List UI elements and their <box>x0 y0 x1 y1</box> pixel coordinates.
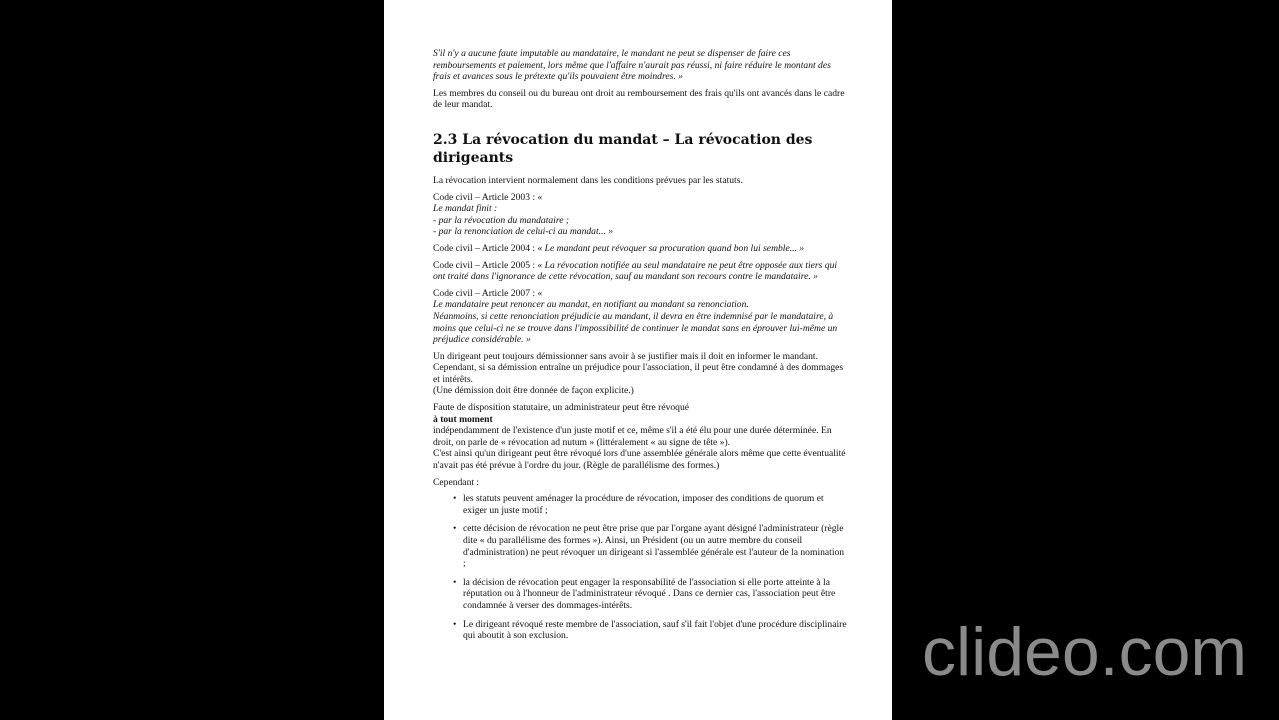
bullet-list <box>433 493 848 642</box>
document-page <box>384 0 892 720</box>
faute-paragraph <box>433 402 848 472</box>
faute-text-bold: à tout moment <box>433 413 493 425</box>
article-2007 <box>433 288 848 346</box>
article-2005 <box>433 260 848 283</box>
article-2007-text2: Néanmoins, si cette renonciation préjudicie au mandant, il devra en être indemnisé par le mandataire, à moins que celui-ci ne se trouve dans l'impossibilité de continuer le mandat sans en éprouver lui-même un préjudice considérable. » <box>433 310 838 346</box>
article-2005-text: La révocation notifiée au seul mandataire ne peut être opposée aux tiers qui ont traité dans l'ignorance de cette révocation, sauf au mandant son recours contre le mandataire. » <box>433 259 838 283</box>
article-2004 <box>433 243 848 255</box>
list-item <box>433 493 848 516</box>
clideo-watermark: clideo.com <box>922 614 1248 690</box>
article-2004-text: Le mandant peut révoquer sa procuration quand bon lui semble... » <box>544 242 805 254</box>
dirigeant-paragraph <box>433 351 848 397</box>
faute-text-b: indépendamment de l'existence d'un juste motif et ce, même s'il a été élu pour une durée déterminée. En droit, on parle de « révocation ad nutum » (littéralement « au signe de tête »). <box>433 425 832 448</box>
bullet-icon: • <box>453 576 457 588</box>
intro-quote: S'il n'y a aucune faute imputable au mandataire, le mandant ne peut se dispenser de faire ces remboursements et paiement, lors même que l'affaire n'aurait pas réussi, ni faire réduire le montant des frais et avances sous le prétexte qu'ils pouvaient être moindres. » <box>433 48 831 83</box>
list-item <box>433 523 848 569</box>
article-2005-prefix: Code civil – Article 2005 : « <box>433 259 545 271</box>
dirigeant-line2: Cependant, si sa démission entraîne un préjudice pour l'association, il peut être condamné à des dommages et intérêts. <box>433 362 844 385</box>
faute-text-a: Faute de disposition statutaire, un administrateur peut être révoqué <box>433 402 690 414</box>
bullet-icon: • <box>453 618 457 630</box>
article-2007-prefix: Code civil – Article 2007 : « <box>433 287 543 299</box>
list-item <box>433 577 848 612</box>
section-heading: 2.3 La révocation du mandat – La révocation des dirigeants <box>433 131 813 166</box>
faute-text-c: C'est ainsi qu'un dirigeant peut être révoqué lors d'une assemblée générale alors même que cette éventualité n'avait pas été prévue à l'ordre du jour. (Règle de parallélisme des formes.) <box>433 448 846 472</box>
revocation-paragraph: La révocation intervient normalement dans les conditions prévues par les statuts. <box>433 174 743 186</box>
list-item-text: la décision de révocation peut engager la responsabilité de l'association si elle porte atteinte à la réputation ou à l'honneur de l'administrateur révoqué . Dans ce dernier cas, l'association peut être condamnée à verser des dommages-intérêts. <box>463 576 836 611</box>
article-2003-line2: - par la révocation du mandataire ; <box>433 214 570 226</box>
list-item-text: les statuts peuvent aménager la procédure de révocation, imposer des conditions de quorum et exiger un juste motif ; <box>463 493 824 516</box>
cependant-label: Cependant : <box>433 476 480 488</box>
list-item-text: Le dirigeant révoqué reste membre de l'association, sauf s'il fait l'objet d'une procédure disciplinaire qui aboutit à son exclusion. <box>463 618 847 642</box>
document-content <box>433 48 848 649</box>
article-2003-prefix: Code civil – Article 2003 : « <box>433 191 543 203</box>
article-2003-line3: - par la renonciation de celui-ci au mandat... » <box>433 226 614 238</box>
list-item-text: cette décision de révocation ne peut être prise que par l'organe ayant désigné l'administrateur (règle dite « du parallélisme des formes »). Ainsi, un Président (ou un autre membre du conseil d'administration) ne peut révoquer un dirigeant si l'assemblée générale est l'auteur de la nomination ; <box>463 523 845 570</box>
intro-paragraph: Les membres du conseil ou du bureau ont droit au remboursement des frais qu'ils ont avancés dans le cadre de leur mandat. <box>433 87 845 111</box>
list-item <box>433 619 848 642</box>
article-2004-prefix: Code civil – Article 2004 : « <box>433 242 545 254</box>
article-2003-line1: Le mandat finit : <box>433 203 498 215</box>
dirigeant-line1: Un dirigeant peut toujours démissionner sans avoir à se justifier mais il doit en informer le mandant. <box>433 350 818 362</box>
dirigeant-line3: (Une démission doit être donnée de façon explicite.) <box>433 385 634 397</box>
bullet-icon: • <box>453 523 457 535</box>
article-2003 <box>433 192 848 238</box>
article-2007-text1: Le mandataire peut renoncer au mandat, en notifiant au mandant sa renonciation. <box>433 299 749 311</box>
bullet-icon: • <box>453 493 457 505</box>
